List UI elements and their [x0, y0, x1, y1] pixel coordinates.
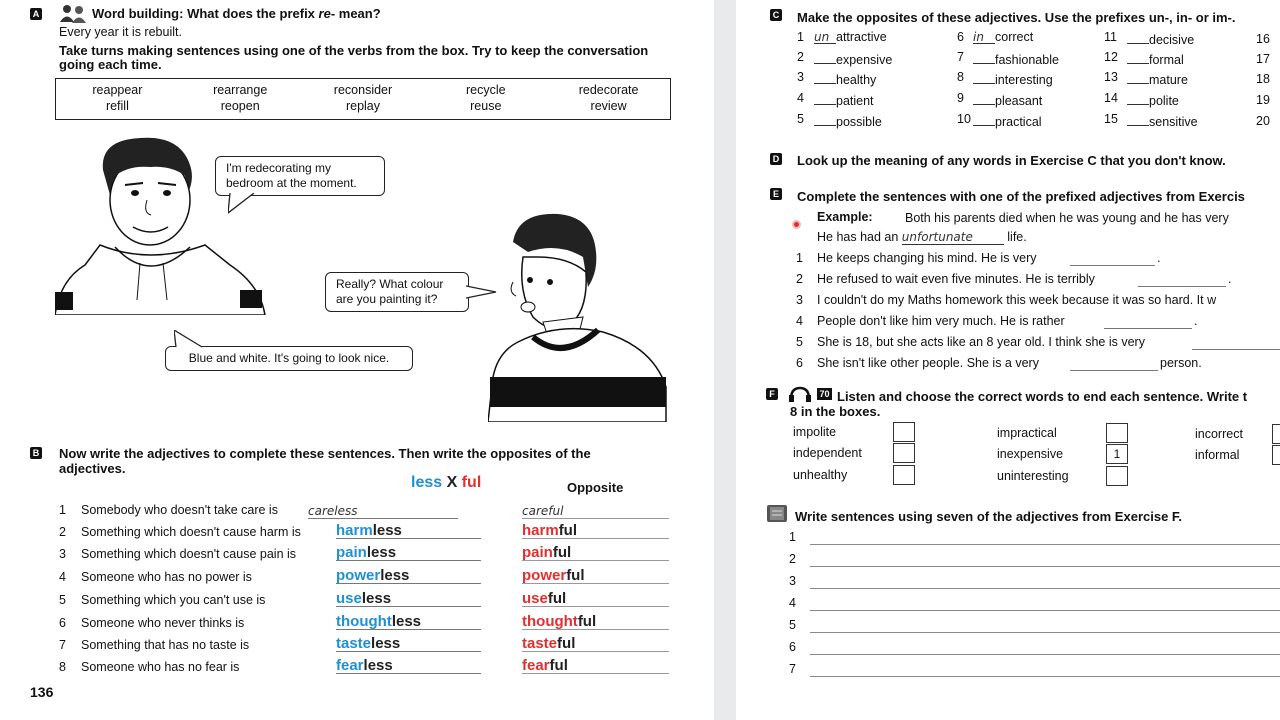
sentence-blank[interactable]: [1138, 286, 1226, 287]
opposite-root: pain: [522, 544, 553, 561]
item-number: 8: [957, 70, 964, 84]
opposite-header: Opposite: [567, 480, 624, 495]
sentence-blank[interactable]: [1192, 349, 1280, 350]
prefix-blank[interactable]: un: [814, 30, 836, 44]
sentence-text: She is 18, but she acts like an 8 year old. I think she is very: [817, 335, 1145, 349]
opposite-root: use: [522, 590, 548, 607]
answer-blank[interactable]: [336, 613, 481, 630]
item-number: 15: [1104, 112, 1118, 126]
adjective-item: [973, 30, 1033, 44]
adjective-item: [814, 70, 876, 87]
item-number: 4: [797, 91, 804, 105]
item-number: 2: [797, 50, 804, 64]
writing-line[interactable]: [810, 588, 1280, 589]
section-a-example: Every year it is rebuilt.: [59, 25, 182, 39]
adjective-word: mature: [1149, 73, 1188, 87]
verb-box-word: reappear: [92, 83, 143, 97]
prefix-blank[interactable]: [973, 91, 995, 105]
adjective-word: possible: [836, 115, 882, 129]
opposite-blank[interactable]: [522, 544, 669, 561]
sentence-number: 3: [796, 293, 803, 307]
adjective-word: decisive: [1149, 33, 1195, 47]
opposite-suffix: ful: [557, 635, 576, 652]
item-number: 5: [797, 112, 804, 126]
row-number: 6: [59, 616, 66, 630]
word-option: unhealthy: [793, 468, 848, 482]
section-f-instruction-1: Listen and choose the correct words to end each sentence. Write t: [837, 389, 1248, 404]
prefix-blank[interactable]: [814, 70, 836, 84]
prefix-blank[interactable]: [814, 50, 836, 64]
adjective-item: [973, 112, 1042, 129]
answer-suffix: less: [361, 590, 392, 607]
section-d-tag: D: [770, 153, 782, 165]
answer-root: taste: [336, 635, 372, 652]
example-line-2: He has had an unfortunate life.: [817, 230, 1027, 244]
answer-root: fear: [336, 657, 364, 674]
writing-book-icon: [765, 502, 791, 524]
adjective-item: [973, 70, 1053, 87]
opposite-root: taste: [522, 635, 558, 652]
item-number: 20: [1256, 114, 1270, 128]
item-number: 18: [1256, 72, 1270, 86]
section-b-instruction: Now write the adjectives to complete these sentences. Then write the opposites of the adjectives.: [59, 446, 591, 476]
prefix-blank[interactable]: [1127, 70, 1149, 84]
adjective-word: attractive: [836, 30, 887, 44]
page-number: 136: [30, 684, 54, 700]
section-e-tag: E: [770, 188, 782, 200]
section-c-instruction: Make the opposites of these adjectives. Use the prefixes un-, in- or im-.: [797, 10, 1236, 25]
row-sentence: Something which you can't use is: [81, 593, 266, 607]
answer-blank[interactable]: [336, 567, 481, 584]
headphones-icon: [788, 386, 812, 402]
answer-box[interactable]: [1106, 466, 1128, 486]
prefix-blank[interactable]: [1127, 30, 1149, 44]
section-b-tag: B: [30, 447, 42, 459]
adjective-item: [1127, 112, 1198, 129]
row-sentence: Something which doesn't cause harm is: [81, 525, 301, 539]
verb-box-word: reconsider: [333, 83, 393, 97]
row-sentence: Someone who has no fear is: [81, 660, 240, 674]
opposite-root: fear: [522, 657, 550, 674]
adjective-item: [1127, 91, 1179, 108]
answer-blank[interactable]: [336, 635, 481, 652]
row-number: 3: [59, 547, 66, 561]
sentence-text: People don't like him very much. He is rather: [817, 314, 1065, 328]
adjective-word: sensitive: [1149, 115, 1198, 129]
book-gutter: [714, 0, 736, 720]
row-number: 5: [59, 593, 66, 607]
writing-line[interactable]: [810, 676, 1280, 677]
prefix-blank[interactable]: [1127, 112, 1149, 126]
sentence-blank[interactable]: [1070, 370, 1158, 371]
section-f-tag: F: [766, 388, 778, 400]
word-option: independent: [793, 446, 862, 460]
adjective-word: expensive: [836, 53, 893, 67]
adjective-word: pleasant: [995, 94, 1043, 108]
opposite-blank[interactable]: [522, 613, 669, 630]
adjective-item: [1127, 70, 1188, 87]
word-option: impractical: [997, 426, 1057, 440]
item-number: 11: [1104, 30, 1117, 44]
answer-root: power: [336, 567, 381, 584]
bubble-tail-1: [228, 193, 258, 215]
answer-box[interactable]: [1106, 423, 1128, 443]
row-number: 7: [59, 638, 66, 652]
boy-illustration-right: [488, 212, 670, 422]
word-option: impolite: [793, 425, 837, 439]
example-text: Both his parents died when he was young and he has very: [905, 211, 1229, 225]
sentence-end: person.: [1160, 356, 1202, 370]
answer-box[interactable]: [893, 443, 915, 463]
item-number: 19: [1256, 93, 1270, 107]
prefix-blank[interactable]: in: [973, 30, 995, 44]
sentence-end: .: [1194, 314, 1198, 328]
section-d-instruction: Look up the meaning of any words in Exercise C that you don't know.: [797, 153, 1226, 168]
sentence-number: 1: [796, 251, 803, 265]
answer-blank[interactable]: [336, 522, 481, 539]
row-sentence: Something which doesn't cause pain is: [81, 547, 297, 561]
item-number: 1: [797, 30, 804, 44]
item-number: 16: [1256, 32, 1270, 46]
sentence-text: I couldn't do my Maths homework this week because it was so hard. It w: [817, 293, 1217, 307]
opposite-suffix: ful: [549, 657, 568, 674]
word-option: inexpensive: [997, 447, 1064, 461]
answer-blank[interactable]: [336, 544, 481, 561]
adjective-word: healthy: [836, 73, 877, 87]
handwritten-answer: careless: [308, 504, 358, 518]
sentence-number: 6: [796, 356, 803, 370]
less-x-ful-hint: less X ful: [411, 474, 482, 491]
adjective-item: [814, 50, 892, 67]
opposite-blank[interactable]: [522, 657, 669, 674]
line-number: 7: [789, 662, 796, 676]
answer-suffix: less: [372, 522, 402, 539]
row-number: 4: [59, 570, 66, 584]
prefix-blank[interactable]: [814, 91, 836, 105]
verb-box-word: recycle: [465, 83, 506, 97]
verb-box-word: review: [590, 99, 627, 113]
handwritten-opposite: careful: [522, 504, 564, 518]
adjective-item: [814, 112, 882, 129]
item-number: 10: [957, 112, 971, 126]
prefix-blank[interactable]: [973, 112, 995, 126]
answer-suffix: less: [371, 635, 401, 652]
adjective-word: practical: [995, 115, 1042, 129]
adjective-word: formal: [1149, 53, 1184, 67]
adjective-item: [814, 30, 887, 44]
answer-root: pain: [336, 544, 367, 561]
writing-line[interactable]: [810, 632, 1280, 633]
item-number: 12: [1104, 50, 1118, 64]
sentence-text: She isn't like other people. She is a very: [817, 356, 1039, 370]
answer-suffix: less: [380, 567, 410, 584]
opposite-blank[interactable]: [522, 567, 669, 584]
adjective-word: interesting: [995, 73, 1053, 87]
answer-box[interactable]: [1272, 445, 1280, 465]
opposite-blank[interactable]: [522, 502, 669, 519]
writing-line[interactable]: [810, 610, 1280, 611]
prefix-blank[interactable]: [973, 50, 995, 64]
speech-bubble-2: Really? What colour are you painting it?: [325, 272, 469, 312]
sentence-blank[interactable]: [1104, 328, 1192, 329]
answer-box[interactable]: [1272, 424, 1280, 444]
row-sentence: Something that has no taste is: [81, 638, 250, 652]
writing-line[interactable]: [810, 544, 1280, 545]
example-label: Example:: [817, 210, 873, 224]
adjective-item: [1127, 30, 1194, 47]
verb-box-word: replay: [345, 99, 381, 113]
row-number: 2: [59, 525, 66, 539]
line-number: 4: [789, 596, 796, 610]
opposite-root: thought: [522, 613, 578, 630]
word-option: incorrect: [1195, 427, 1243, 441]
answer-suffix: less: [391, 613, 422, 630]
item-number: 17: [1256, 52, 1270, 66]
line-number: 3: [789, 574, 796, 588]
row-sentence: Someone who never thinks is: [81, 616, 245, 630]
adjective-item: [973, 91, 1042, 108]
track-number-badge: 70: [817, 388, 832, 400]
speaking-pair-icon: [58, 3, 88, 23]
line-number: 5: [789, 618, 796, 632]
section-a-title: Word building: What does the prefix re- mean?: [92, 6, 381, 21]
section-f-instruction-2: 8 in the boxes.: [790, 404, 881, 419]
row-sentence: Somebody who doesn't take care is: [81, 503, 278, 517]
sentence-end: .: [1157, 251, 1161, 265]
writing-line[interactable]: [810, 566, 1280, 567]
word-option: uninteresting: [997, 469, 1069, 483]
item-number: 14: [1104, 91, 1118, 105]
opposite-suffix: ful: [577, 613, 597, 630]
opposite-root: power: [522, 567, 567, 584]
item-number: 9: [957, 91, 964, 105]
line-number: 2: [789, 552, 796, 566]
sentence-blank[interactable]: [1070, 265, 1155, 266]
verb-box-word: reopen: [220, 99, 260, 113]
adjective-word: correct: [995, 30, 1034, 44]
verb-box-word: rearrange: [213, 83, 268, 97]
prefix-blank[interactable]: [973, 70, 995, 84]
answer-suffix: less: [363, 657, 393, 674]
adjective-word: patient: [836, 94, 874, 108]
word-option: informal: [1195, 448, 1240, 462]
answer-box[interactable]: 1: [1106, 444, 1128, 464]
section-a-instruction: Take turns making sentences using one of the verbs from the box. Try to keep the conversation going each time.: [59, 43, 649, 72]
item-number: 7: [957, 50, 964, 64]
sentence-text: He keeps changing his mind. He is very: [817, 251, 1037, 265]
opposite-suffix: ful: [552, 544, 572, 561]
sentence-number: 2: [796, 272, 803, 286]
answer-blank[interactable]: [336, 657, 481, 674]
row-number: 8: [59, 660, 66, 674]
speech-bubble-1: I'm redecorating my bedroom at the moment.: [215, 156, 385, 196]
verb-box-word: refill: [105, 99, 129, 113]
section-g-instruction: Write sentences using seven of the adjectives from Exercise F.: [795, 509, 1183, 524]
item-number: 3: [797, 70, 804, 84]
answer-root: use: [336, 590, 362, 607]
opposite-blank[interactable]: [522, 522, 669, 539]
section-e-instruction: Complete the sentences with one of the prefixed adjectives from Exercis: [797, 189, 1245, 204]
row-sentence: Someone who has no power is: [81, 570, 252, 584]
item-number: 13: [1104, 70, 1118, 84]
adjective-item: [973, 50, 1059, 67]
bubble-tail-3: [174, 330, 204, 348]
answer-box[interactable]: [893, 422, 915, 442]
adjective-word: polite: [1149, 94, 1179, 108]
adjective-word: fashionable: [995, 53, 1059, 67]
sentence-text: He refused to wait even five minutes. He is terribly: [817, 272, 1095, 286]
answer-suffix: less: [366, 544, 397, 561]
verb-box-word: redecorate: [578, 83, 639, 97]
writing-line[interactable]: [810, 654, 1280, 655]
item-number: 6: [957, 30, 964, 44]
opposite-blank[interactable]: [522, 635, 669, 652]
line-number: 6: [789, 640, 796, 654]
line-number: 1: [789, 530, 796, 544]
adjective-item: [1127, 50, 1184, 67]
prefix-blank[interactable]: [1127, 91, 1149, 105]
verb-box: [55, 78, 671, 120]
opposite-blank[interactable]: [522, 590, 669, 607]
opposite-root: harm: [522, 522, 559, 539]
answer-blank[interactable]: [308, 502, 458, 519]
speech-bubble-3: Blue and white. It's going to look nice.: [165, 346, 413, 371]
section-c-tag: C: [770, 9, 782, 21]
answer-box[interactable]: [893, 465, 915, 485]
section-a-tag: A: [30, 8, 42, 20]
sentence-end: .: [1228, 272, 1232, 286]
answer-blank[interactable]: [336, 590, 481, 607]
adjective-item: [814, 91, 874, 108]
opposite-suffix: ful: [547, 590, 567, 607]
verb-box-word: reuse: [470, 99, 502, 113]
sentence-number: 4: [796, 314, 803, 328]
opposite-suffix: ful: [558, 522, 578, 539]
prefix-blank[interactable]: [814, 112, 836, 126]
prefix-blank[interactable]: [1127, 50, 1149, 64]
answer-root: harm: [336, 522, 373, 539]
opposite-suffix: ful: [566, 567, 585, 584]
row-number: 1: [59, 503, 66, 517]
answer-root: thought: [336, 613, 392, 630]
sentence-number: 5: [796, 335, 803, 349]
cursor-dot: [792, 220, 801, 229]
